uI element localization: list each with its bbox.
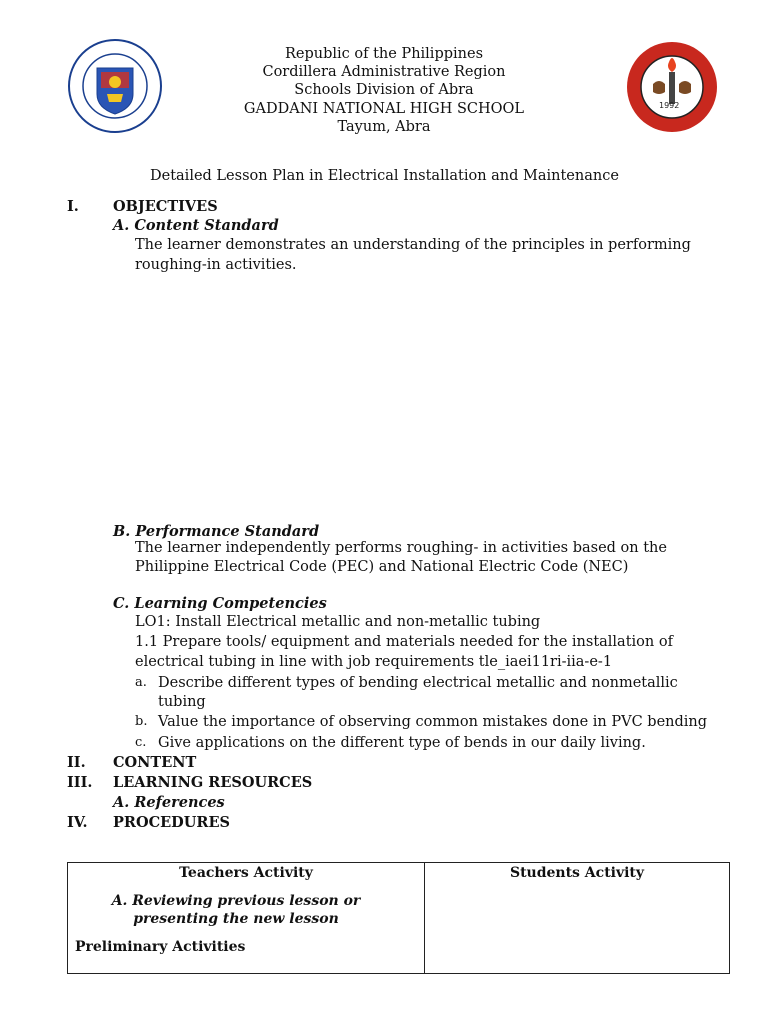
performance-standard-line1: The learner independently performs roughing- in activities based on the	[135, 540, 667, 556]
lesson-plan-title: Detailed Lesson Plan in Electrical Installation and Maintenance	[150, 168, 619, 184]
header-region: Cordillera Administrative Region	[262, 64, 506, 80]
competency-c-marker: c.	[135, 735, 147, 750]
teachers-activity-cell	[68, 863, 425, 974]
section-num-content: II.	[67, 754, 86, 771]
section-num-objectives: I.	[67, 198, 79, 215]
section-heading-objectives: OBJECTIVES	[113, 198, 218, 215]
header-division: Schools Division of Abra	[294, 82, 474, 98]
content-standard-line1: The learner demonstrates an understanding of the principles in performing	[135, 237, 691, 253]
procedures-table	[67, 862, 730, 974]
competency-1-1-line2: electrical tubing in line with job requirements tle_iaei11ri-iia-e-1	[135, 654, 613, 670]
header-republic: Republic of the Philippines	[284, 46, 484, 62]
references-label: A. References	[113, 794, 225, 811]
competency-lo1: LO1: Install Electrical metallic and non-metallic tubing	[135, 614, 541, 630]
section-a-line2: presenting the new lesson	[133, 911, 339, 927]
section-heading-procedures: PROCEDURES	[113, 814, 230, 831]
students-activity-header: Students Activity	[509, 865, 645, 881]
competency-b-text: Value the importance of observing common mistakes done in PVC bending	[158, 714, 708, 730]
students-activity-cell	[425, 863, 730, 974]
header-school: GADDANI NATIONAL HIGH SCHOOL	[243, 101, 525, 117]
teachers-activity-header: Teachers Activity	[179, 865, 313, 881]
header-location: Tayum, Abra	[337, 119, 431, 135]
section-num-resources: III.	[67, 774, 93, 791]
school-seal-year: 1992	[659, 101, 680, 110]
performance-standard-line2: Philippine Electrical Code (PEC) and National Electric Code (NEC)	[135, 559, 629, 575]
performance-standard-label: B. Performance Standard	[113, 523, 320, 540]
content-standard-label: A. Content Standard	[113, 217, 279, 234]
learning-competencies-label: C. Learning Competencies	[113, 595, 327, 612]
competency-b-marker: b.	[135, 714, 148, 729]
section-a-line1: A. Reviewing previous lesson or	[111, 893, 361, 909]
section-heading-resources: LEARNING RESOURCES	[113, 774, 313, 791]
section-heading-content: CONTENT	[113, 754, 197, 771]
preliminary-activities-label: Preliminary Activities	[75, 939, 246, 955]
competency-c-text: Give applications on the different type of bends in our daily living.	[158, 735, 646, 751]
competency-a-line1: Describe different types of bending electrical metallic and nonmetallic	[158, 675, 678, 691]
section-num-procedures: IV.	[67, 814, 88, 831]
competency-1-1-line1: 1.1 Prepare tools/ equipment and materials needed for the installation of	[135, 634, 673, 650]
competency-a-marker: a.	[135, 675, 147, 690]
competency-a-line2: tubing	[158, 694, 206, 710]
content-standard-line2: roughing-in activities.	[135, 257, 297, 273]
